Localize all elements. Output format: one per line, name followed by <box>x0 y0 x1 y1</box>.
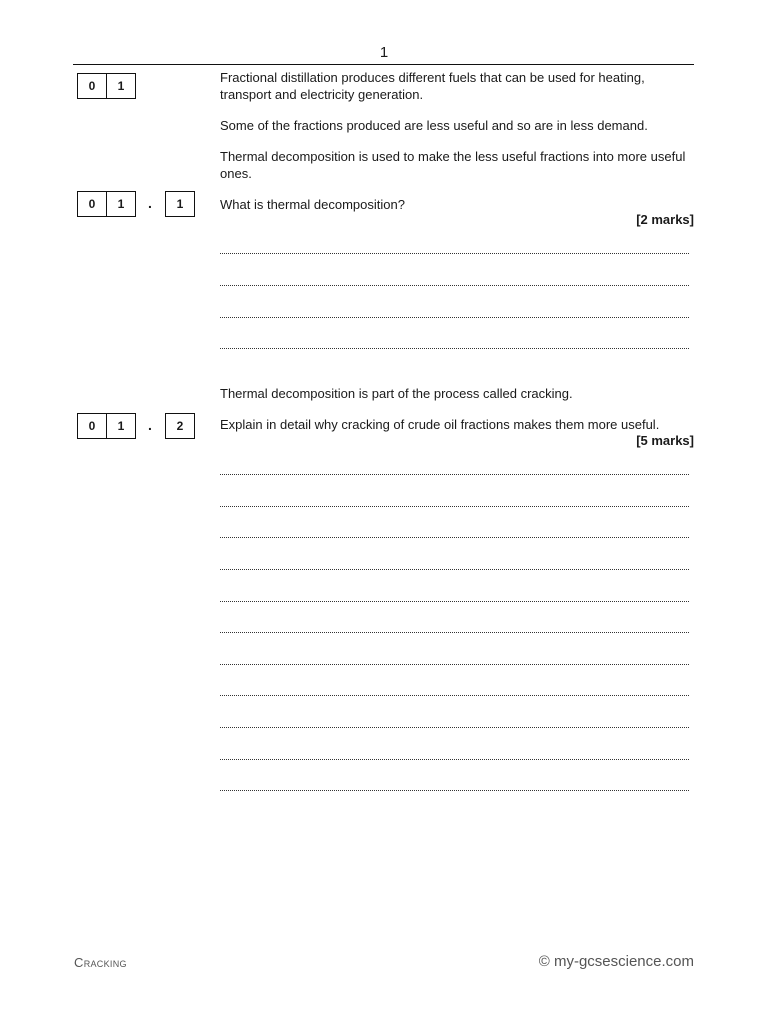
answer-line[interactable] <box>220 727 689 728</box>
part-digit: 1 <box>107 413 136 439</box>
part-sub-number: 1 <box>165 191 195 217</box>
answer-line[interactable] <box>220 474 689 475</box>
footer-copyright: © my-gcsescience.com <box>538 953 694 970</box>
question-number-box <box>77 73 136 99</box>
page-number: 1 <box>379 44 389 61</box>
part-sub-number: 2 <box>165 413 195 439</box>
part-separator: . <box>148 195 152 211</box>
answer-line[interactable] <box>220 506 689 507</box>
question-digit: 1 <box>107 73 136 99</box>
footer-topic: Cracking <box>74 955 127 970</box>
answer-line[interactable] <box>220 759 689 760</box>
intro-paragraph: Thermal decomposition is used to make the less useful fractions into more useful ones. <box>220 149 686 181</box>
answer-line[interactable] <box>220 253 689 254</box>
part-digit: 0 <box>77 413 107 439</box>
question-digit: 0 <box>77 73 107 99</box>
answer-line[interactable] <box>220 285 689 286</box>
part-digit: 1 <box>107 191 136 217</box>
top-divider <box>73 64 694 65</box>
marks-label: [5 marks] <box>636 433 694 448</box>
answer-line[interactable] <box>220 317 689 318</box>
part-number-box <box>77 191 136 217</box>
intro-paragraph: Some of the fractions produced are less useful and so are in less demand. <box>220 118 648 133</box>
answer-line[interactable] <box>220 632 689 633</box>
answer-line[interactable] <box>220 664 689 665</box>
part-prompt: What is thermal decomposition? <box>220 197 405 212</box>
answer-line[interactable] <box>220 790 689 791</box>
part-prompt: Explain in detail why cracking of crude oil fractions makes them more useful. <box>220 417 660 432</box>
answer-line[interactable] <box>220 348 689 349</box>
part-separator: . <box>148 417 152 433</box>
answer-line[interactable] <box>220 695 689 696</box>
answer-line[interactable] <box>220 601 689 602</box>
part-digit: 0 <box>77 191 107 217</box>
marks-label: [2 marks] <box>636 212 694 227</box>
part-number-box <box>77 413 136 439</box>
answer-line[interactable] <box>220 569 689 570</box>
answer-line[interactable] <box>220 537 689 538</box>
intro-paragraph: Fractional distillation produces different fuels that can be used for heating, transport and electricity generation. <box>220 70 645 102</box>
lead-in-text: Thermal decomposition is part of the process called cracking. <box>220 386 573 401</box>
